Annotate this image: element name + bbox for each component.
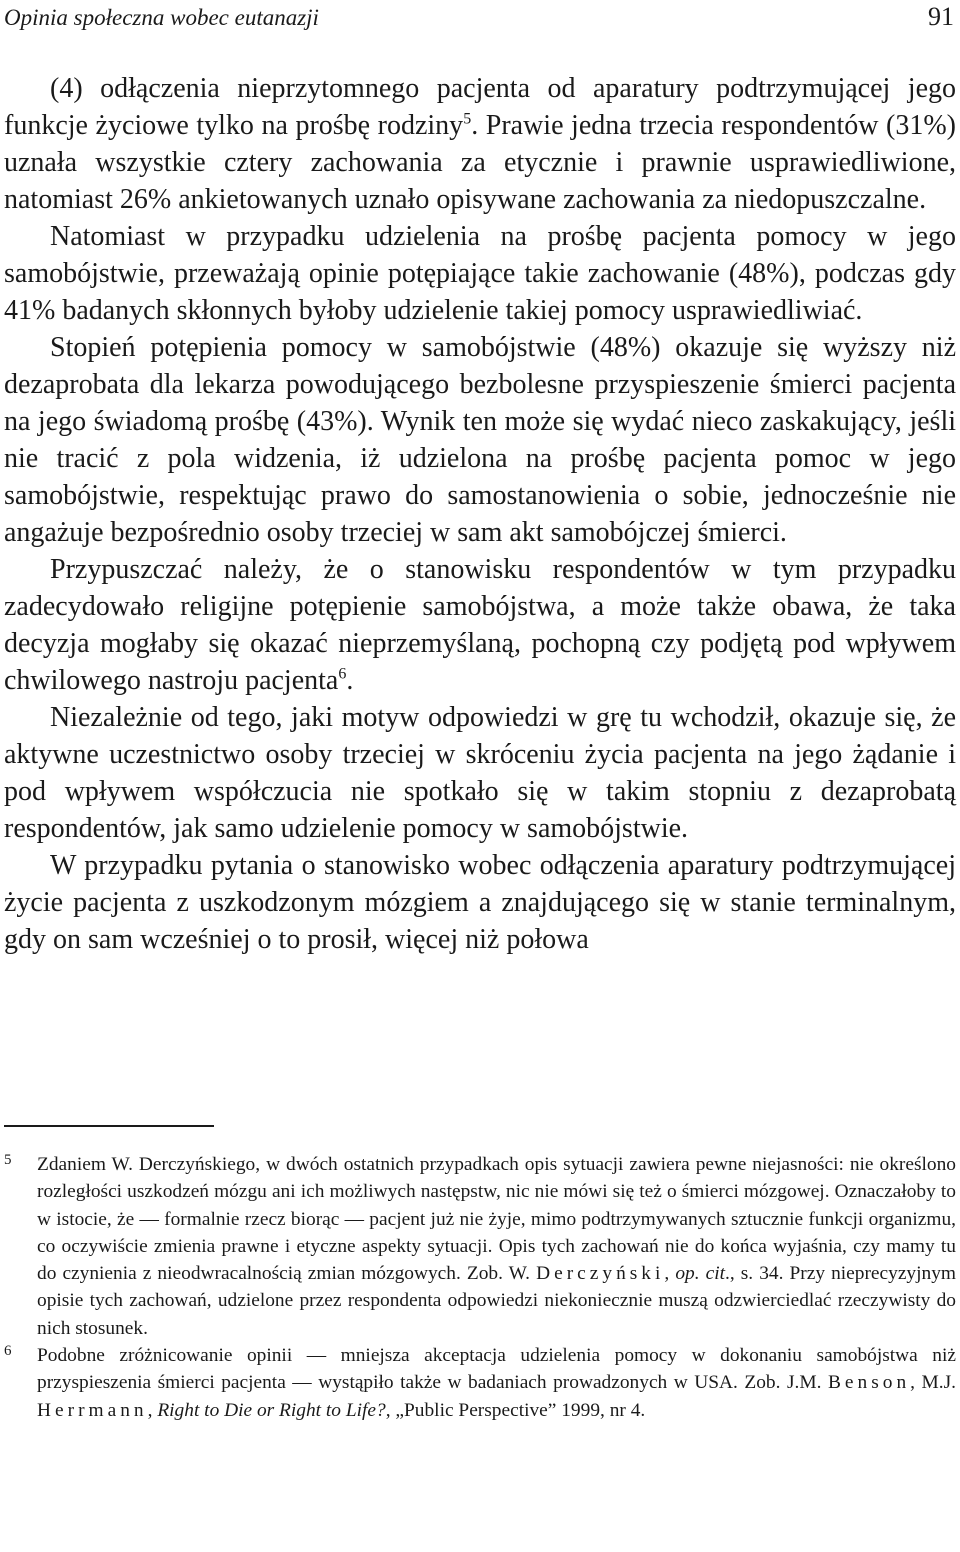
- footnote-6: [4, 1342, 956, 1424]
- footnote-6-text: Podobne zróżnicowanie opinii — mniejsza akceptacja udzielenia pomocy w dokonaniu samobójstwa niż przyspieszenia śmierci pacjenta — wystąpiło także w badaniach prowadzonych w USA. Zob. J.M.: [37, 1345, 956, 1394]
- footnote-5: [4, 1151, 956, 1342]
- footnotes: [4, 1151, 956, 1424]
- footnote-ref-6: 6: [338, 665, 347, 683]
- main-text: [4, 70, 956, 958]
- paragraph-1-continued: . Prawie jedna trzecia respondentów (31%) uznała wszystkie cztery zachowania za etycznie i prawnie usprawiedliwione, natomiast 26% ankietowanych uznało opisywane zachowania za niedopuszczalne.: [4, 110, 956, 215]
- footnote-separator: [4, 1125, 214, 1127]
- op-cit: op. cit: [675, 1263, 725, 1285]
- footnote-ref-5: 5: [463, 110, 472, 128]
- paragraph-2: Natomiast w przypadku udzielenia na prośbę pacjenta pomocy w jego samobójstwie, przeważają opinie potępiające takie zachowanie (48%), podczas gdy 41% badanych skłonnych byłoby udzielenie takiej pomocy usprawiedliwiać.: [4, 221, 956, 326]
- paragraph-4-text: Przypuszczać należy, że o stanowisku respondentów w tym przypadku zadecydowało religijne potępienie samobójstwa, a może także obawa, że taka decyzja mogłaby się okazać nieprzemyślaną, pochopną czy podjętą pod wpływem chwilowego nastroju pacjenta: [4, 554, 956, 696]
- punctuation: ,: [147, 1399, 153, 1421]
- paragraph-1: [4, 70, 956, 218]
- running-header: [4, 2, 954, 32]
- paragraph-4: [4, 551, 956, 699]
- footnote-number: 5: [4, 1152, 12, 1168]
- running-title: Opinia społeczna wobec eutanazji: [4, 5, 319, 30]
- punctuation: ,: [664, 1263, 670, 1285]
- author-separator: , M.J.: [910, 1372, 957, 1394]
- author-name: Benson: [827, 1372, 911, 1394]
- author-name: Derczyński: [536, 1263, 665, 1285]
- paragraph-5: Niezależnie od tego, jaki motyw odpowiedzi w grę tu wchodził, okazuje się, że aktywne uczestnictwo osoby trzeciej w skróceniu życia pacjenta na jego żądanie i pod wpływem współczucia nie spotkało się w takim stopniu z dezaprobatą respondentów, jak samo udzielenie pomocy w samobójstwie.: [4, 702, 956, 844]
- page-number: 91: [928, 2, 954, 31]
- author-name: Herrmann: [37, 1399, 148, 1421]
- footnote-number: 6: [4, 1343, 12, 1360]
- paragraph-3: Stopień potępienia pomocy w samobójstwie (48%) okazuje się wyższy niż dezaprobata dla lekarza powodującego bezbolesne przyspieszenie śmierci pacjenta na jego świadomą prośbę (43%). Wynik ten może się wydać nieco zaskakujący, jeśli nie tracić z pola widzenia, iż udzielona na prośbę pacjenta pomoc w jego samobójstwie, respektując prawo do samostanowienia o sobie, jednocześnie nie angażuje bezpośrednio osoby trzeciej w sam akt samobójczej śmierci.: [4, 332, 956, 548]
- paragraph-4-end: .: [346, 665, 354, 696]
- paragraph-1-text: (4) odłączenia nieprzytomnego pacjenta od aparatury podtrzymującej jego funkcje życiowe tylko na prośbę rodziny: [4, 73, 956, 141]
- footnote-5-text-continued: ., s. 34. Przy nieprecyzyjnym opisie tych zachowań, udzielone przez respondenta odpowiedzi niekoniecznie muszą odzwierciedlać rzeczywisty do nich stosunek.: [37, 1263, 956, 1339]
- footnote-5-text: Zdaniem W. Derczyńskiego, w dwóch ostatnich przypadkach opis sytuacji zawiera pewne niejasności: nie określono rozległości uszkodzeń mózgu ani ich możliwych następstw, nic nie mówi się też o śmierci mózgowej. Oznaczałoby to w istocie, że — formalnie rzecz biorąc — pacjent już nie żyje, mimo podtrzymywanych sztucznie funkcji organizmu, co oczywiście zmienia prawne i etyczne aspekty sytuacji. Opis tych zachowań nie do końca wyjaśnia, czy mamy tu do czynienia z nieodwracalnością zmian mózgowych. Zob. W.: [37, 1154, 956, 1285]
- footnote-6-text-continued: , „Public Perspective” 1999, nr 4.: [385, 1399, 646, 1421]
- cited-title: Right to Die or Right to Life?: [157, 1399, 386, 1421]
- paragraph-6: W przypadku pytania o stanowisko wobec odłączenia aparatury podtrzymującej życie pacjenta z uszkodzonym mózgiem a znajdującego się w stanie terminalnym, gdy on sam wcześniej o to prosił, więcej niż połowa: [4, 850, 956, 955]
